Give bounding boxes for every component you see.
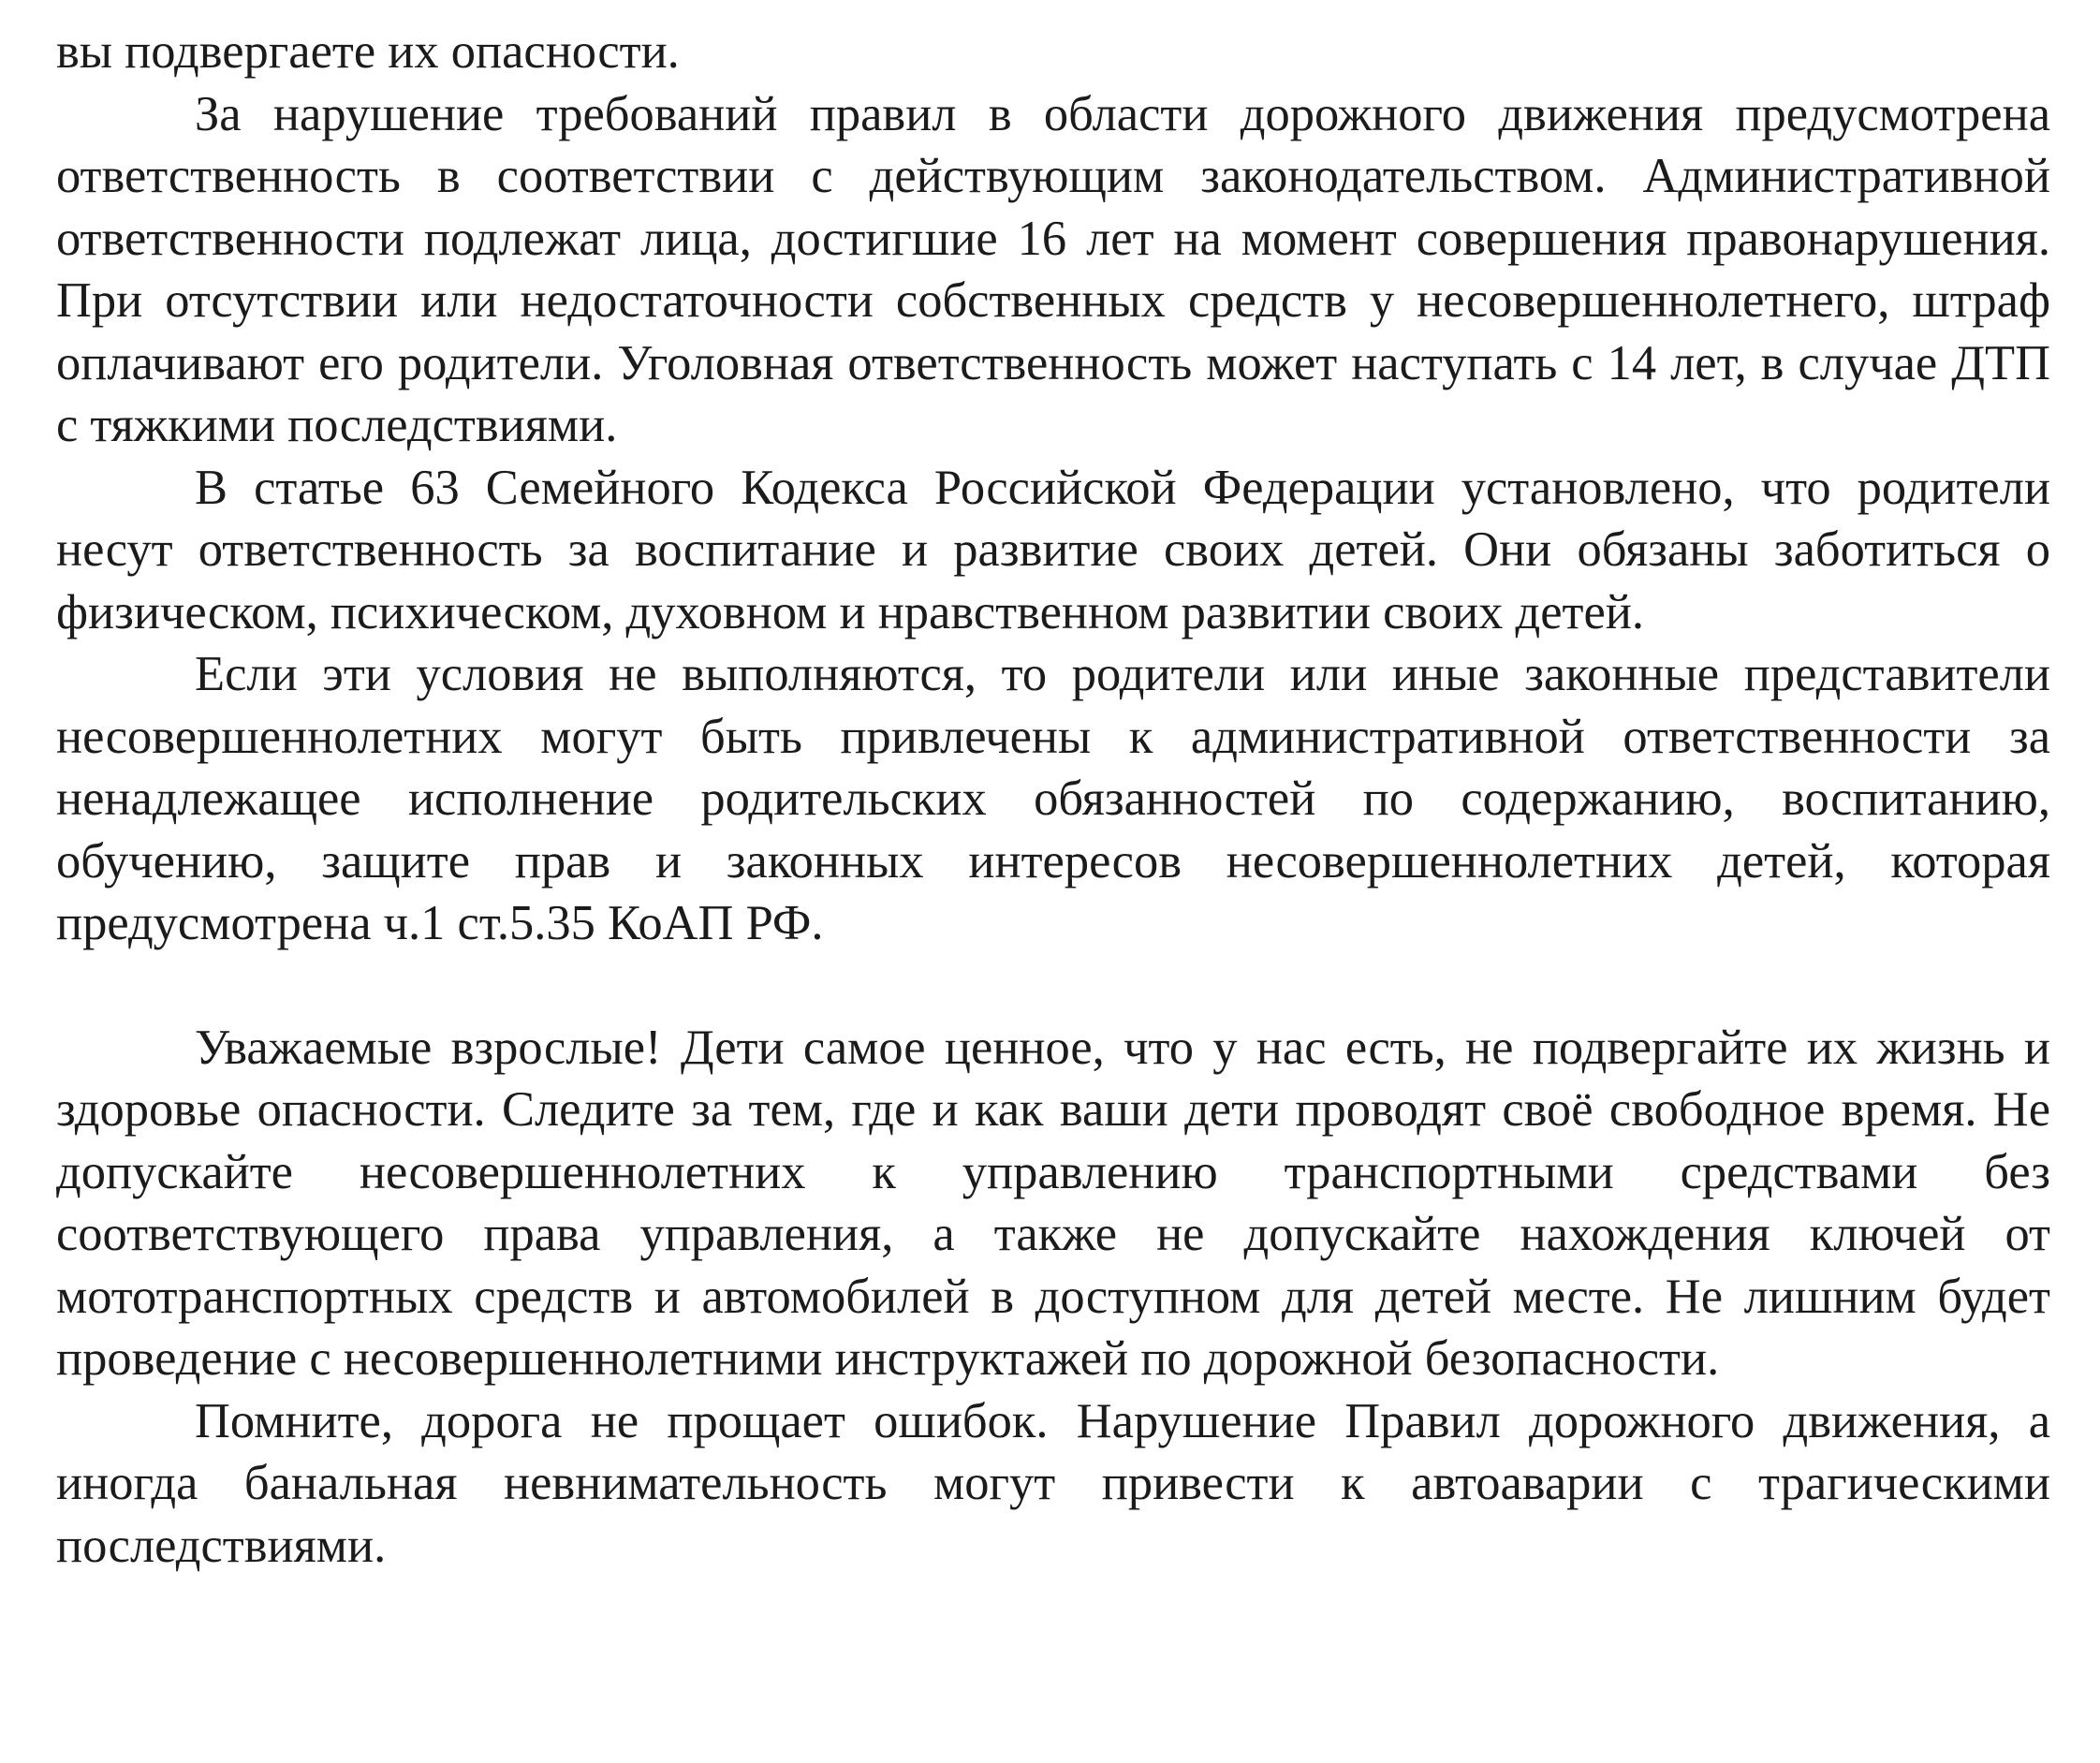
paragraph-spacer: [56, 955, 2050, 1017]
paragraph-administrative: Если эти условия не выполняются, то родители или иные законные представители несовершеннолетних могут быть привлечены к административной ответственности за ненадлежащее исполнение родительских обязанностей по содержанию, воспитанию, обучению, защите прав и законных интересов несовершеннолетних детей, которая предусмотрена ч.1 ст.5.35 КоАП РФ.: [56, 647, 2050, 950]
paragraph-continuation: вы подвергаете их опасности.: [56, 24, 680, 79]
document-page: [56, 21, 2050, 1577]
paragraph-appeal: Уважаемые взрослые! Дети самое ценное, что у нас есть, не подвергайте их жизнь и здоровье опасности. Следите за тем, где и как ваши дети проводят своё свободное время. Не допускайте несовершеннолетних к управлению транспортными средствами без соответствующего права управления, а также не допускайте нахождения ключей от мототранспортных средств и автомобилей в доступном для детей месте. Не лишним будет проведение с несовершеннолетними инструктажей по дорожной безопасности.: [56, 1020, 2050, 1386]
paragraph-reminder: Помните, дорога не прощает ошибок. Нарушение Правил дорожного движения, а иногда банальная невнимательность могут привести к автоаварии с трагическими последствиями.: [56, 1393, 2050, 1573]
paragraph-liability: За нарушение требований правил в области дорожного движения предусмотрена ответственность в соответствии с действующим законодательством. Административной ответственности подлежат лица, достигшие 16 лет на момент совершения правонарушения. При отсутствии или недостаточности собственных средств у несовершеннолетнего, штраф оплачивают его родители. Уголовная ответственность может наступать с 14 лет, в случае ДТП с тяжкими последствиями.: [56, 86, 2050, 452]
paragraph-family-code: В статье 63 Семейного Кодекса Российской Федерации установлено, что родители несут ответственность за воспитание и развитие своих детей. Они обязаны заботиться о физическом, психическом, духовном и нравственном развитии своих детей.: [56, 460, 2050, 639]
